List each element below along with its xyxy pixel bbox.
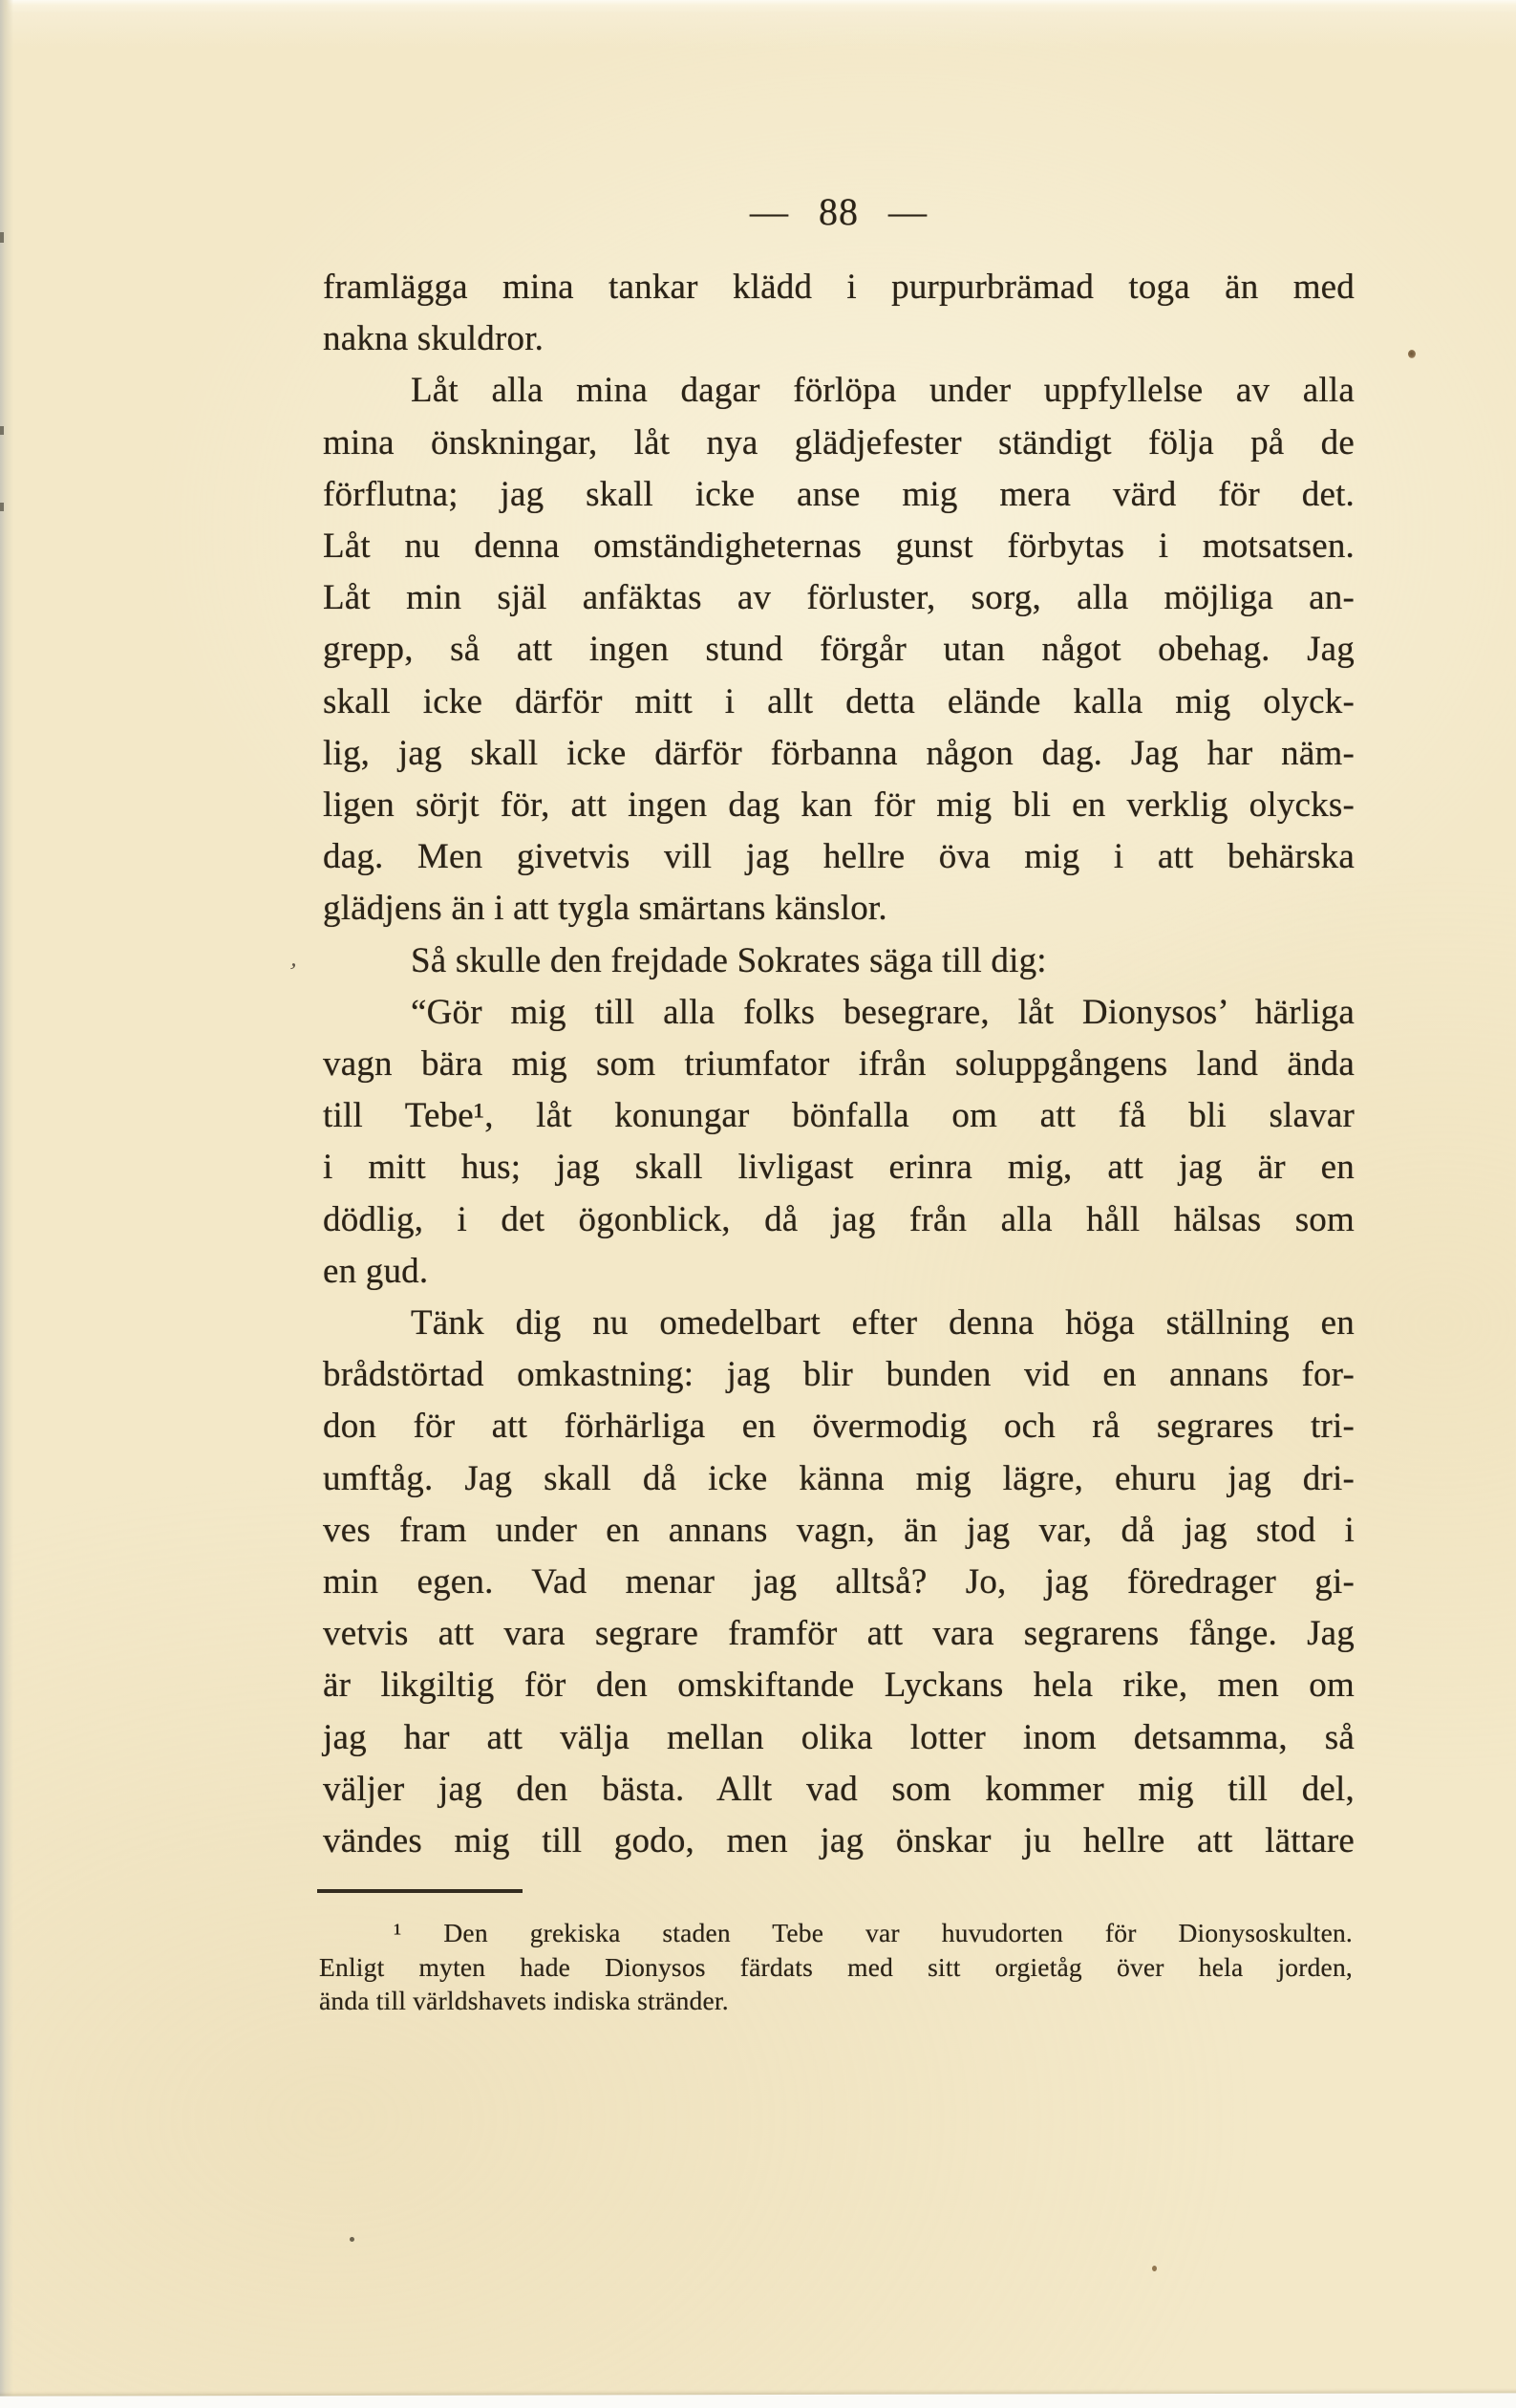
body-text-line: Tänk dig nu omedelbart efter denna höga ställning en — [411, 1303, 1355, 1344]
body-text-line: i mitt hus; jag skall livligast erinra mig, att jag är en — [323, 1148, 1355, 1188]
scan-edge-left — [0, 0, 13, 2408]
body-text-line: dödlig, i det ögonblick, då jag från alla håll hälsas som — [323, 1199, 1355, 1239]
body-text-line: brådstörtad omkastning: jag blir bunden vid en annans for- — [323, 1355, 1355, 1395]
body-text-line: jag har att välja mellan olika lotter inom detsamma, så — [323, 1717, 1355, 1757]
body-text-line: don för att förhärliga en övermodig och rå segrares tri- — [323, 1407, 1355, 1447]
body-text-line: glädjens än i att tygla smärtans känslor. — [323, 889, 887, 929]
body-text-line: framlägga mina tankar klädd i purpurbrämad toga än med — [323, 268, 1355, 307]
body-text-line: umftåg. Jag skall då icke känna mig lägre, ehuru jag dri- — [323, 1458, 1355, 1498]
body-text-line: mina önskningar, låt nya glädjefester ständigt följa på de — [323, 422, 1355, 462]
body-text-line: grepp, så att ingen stund förgår utan något obehag. Jag — [323, 630, 1355, 670]
page-number: — 88 — — [750, 190, 928, 233]
body-text-line: Låt nu denna omständigheternas gunst förbytas i motsatsen. — [323, 527, 1355, 567]
scan-speck-dot — [1408, 350, 1416, 358]
scan-edge-top — [0, 0, 1516, 13]
scan-speck-dot — [1152, 2266, 1157, 2271]
body-text-line: nakna skuldror. — [323, 319, 544, 359]
body-text — [323, 262, 1355, 1867]
scan-speck-comma: , — [288, 943, 303, 973]
body-text-line: vagn bära mig som triumfator ifrån soluppgångens land ända — [323, 1044, 1355, 1085]
body-text-line: lig, jag skall icke därför förbanna någon dag. Jag har näm- — [323, 733, 1355, 773]
scan-speck-dot — [350, 2237, 354, 2242]
body-text-line: väljer jag den bästa. Allt vad som kommer mig till del, — [323, 1769, 1355, 1809]
body-text-line: är likgiltig för den omskiftande Lyckans hela rike, men om — [323, 1666, 1355, 1706]
footnote-line: ända till världshavets indiska stränder. — [319, 1986, 729, 2016]
body-text-line: ves fram under en annans vagn, än jag var, då jag stod i — [323, 1510, 1355, 1550]
body-text-line: en gud. — [323, 1251, 429, 1291]
body-text-line: skall icke därför mitt i allt detta elände kalla mig olyck- — [323, 681, 1355, 721]
footnote-separator-rule — [317, 1889, 523, 1893]
footnote-line: Enligt myten hade Dionysos färdats med sitt orgietåg över hela jorden, — [319, 1951, 1353, 1982]
body-text-line: vetvis att vara segrare framför att vara segrarens fånge. Jag — [323, 1614, 1355, 1654]
scan-edge-bottom — [0, 2393, 1516, 2408]
body-text-line: förflutna; jag skall icke anse mig mera värd för det. — [323, 474, 1355, 514]
body-text-line: till Tebe¹, låt konungar bönfalla om att få bli slavar — [323, 1096, 1355, 1136]
body-text-line: ligen sörjt för, att ingen dag kan för mig bli en verklig olycks- — [323, 785, 1355, 826]
footnote-line: ¹ Den grekiska staden Tebe var huvudorten för Dionysoskulten. — [394, 1918, 1353, 1947]
body-text-line: “Gör mig till alla folks besegrare, låt Dionysos’ härliga — [411, 992, 1355, 1032]
body-text-line: dag. Men givetvis vill jag hellre öva mig i att behärska — [323, 837, 1355, 877]
footnote-text — [319, 1916, 1353, 2018]
body-text-line: vändes mig till godo, men jag önskar ju hellre att lättare — [323, 1821, 1355, 1861]
body-text-line: Låt min själ anfäktas av förluster, sorg, alla möjliga an- — [323, 578, 1355, 618]
body-text-line: Så skulle den frejdade Sokrates säga till dig: — [411, 940, 1047, 980]
body-text-line: Låt alla mina dagar förlöpa under uppfyllelse av alla — [411, 371, 1355, 411]
body-text-line: min egen. Vad menar jag alltså? Jo, jag föredrager gi- — [323, 1562, 1355, 1602]
